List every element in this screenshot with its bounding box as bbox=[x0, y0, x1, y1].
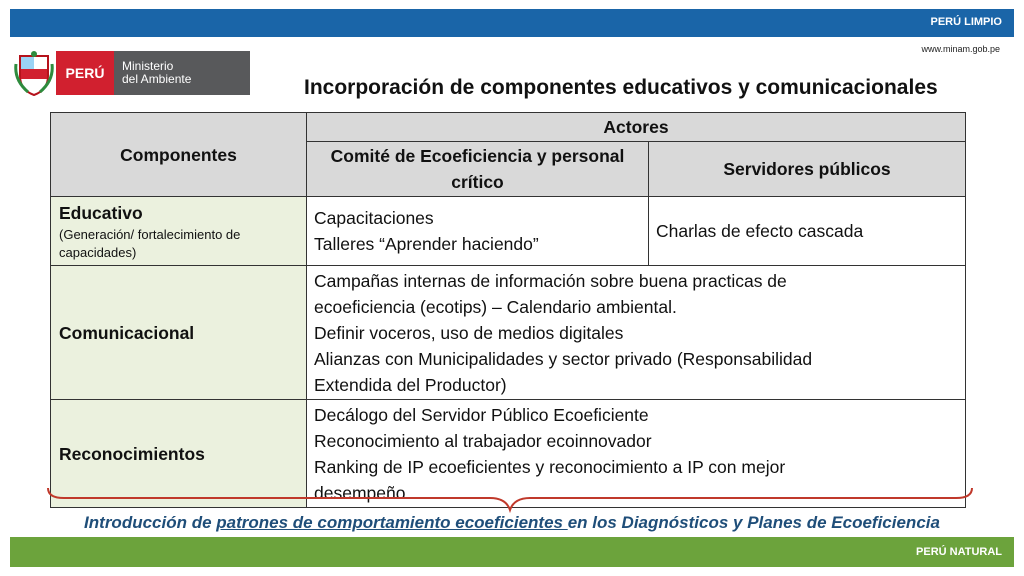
top-banner bbox=[10, 9, 1014, 37]
cell-line: Alianzas con Municipalidades y sector privado (Responsabilidad bbox=[314, 348, 813, 369]
table-row bbox=[51, 197, 966, 266]
note-suffix: en los Diagnósticos y Planes de Ecoeficiencia bbox=[567, 513, 940, 532]
logo-ministry-line1: Ministerio bbox=[122, 59, 174, 73]
cell-line: desempeño bbox=[314, 482, 406, 503]
bottom-banner bbox=[10, 537, 1014, 567]
note-prefix: Introducción de bbox=[84, 513, 217, 532]
component-reconocimientos: Reconocimientos bbox=[51, 400, 307, 508]
cell-line: Definir voceros, uso de medios digitales bbox=[314, 322, 624, 343]
website-url[interactable]: www.minam.gob.pe bbox=[921, 44, 1000, 54]
cell-line: Capacitaciones bbox=[314, 208, 434, 228]
cell-line: Talleres “Aprender haciendo” bbox=[314, 234, 539, 254]
cell-line: ecoeficiencia (ecotips) – Calendario ambiental. bbox=[314, 296, 677, 317]
curly-brace-icon bbox=[44, 484, 976, 516]
note-underlined: patrones de comportamiento ecoeficientes bbox=[216, 513, 568, 532]
coat-of-arms-icon bbox=[14, 50, 54, 97]
comunicacional-actions bbox=[307, 266, 966, 400]
header-actors: Actores bbox=[307, 113, 966, 142]
bottom-note bbox=[0, 513, 1024, 533]
component-educativo bbox=[51, 197, 307, 266]
component-comunicacional: Comunicacional bbox=[51, 266, 307, 400]
logo-country: PERÚ bbox=[56, 51, 114, 95]
cell-line: Ranking de IP ecoeficientes y reconocimiento a IP con mejor bbox=[314, 456, 786, 477]
cell-line: Extendida del Productor) bbox=[314, 374, 507, 395]
header-servants: Servidores públicos bbox=[649, 142, 966, 197]
committee-cell bbox=[307, 197, 649, 266]
cell-line: Decálogo del Servidor Público Ecoeficiente bbox=[314, 404, 649, 425]
header-committee: Comité de Ecoeficiencia y personal crítico bbox=[307, 142, 649, 197]
table-row bbox=[51, 266, 966, 400]
components-table bbox=[50, 112, 966, 508]
cell-line: Reconocimiento al trabajador ecoinnovador bbox=[314, 430, 652, 451]
slide-title: Incorporación de componentes educativos y comunicacionales bbox=[304, 76, 938, 99]
ministry-logo bbox=[14, 50, 250, 97]
component-sub: (Generación/ fortalecimiento de capacidades) bbox=[59, 227, 241, 260]
servants-cell: Charlas de efecto cascada bbox=[649, 197, 966, 266]
logo-ministry-line2: del Ambiente bbox=[122, 72, 192, 86]
brand-top-label: PERÚ LIMPIO bbox=[930, 16, 1002, 28]
header-components: Componentes bbox=[51, 113, 307, 197]
component-label: Educativo bbox=[59, 203, 143, 223]
brand-bottom-label: PERÚ NATURAL bbox=[916, 546, 1002, 558]
logo-ministry bbox=[114, 51, 250, 95]
cell-line: Campañas internas de información sobre buena practicas de bbox=[314, 270, 787, 291]
